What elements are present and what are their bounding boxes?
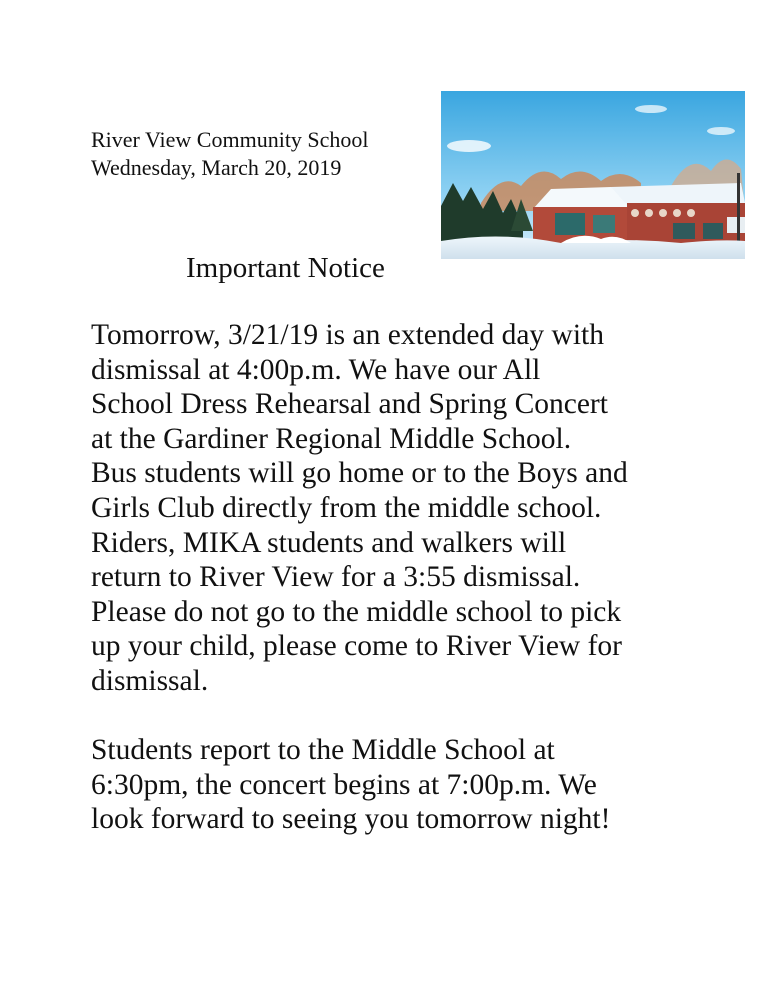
paragraph-concert-times [91, 733, 711, 837]
text-line: up your child, please come to River View for [91, 630, 622, 663]
text-line: Girls Club directly from the middle school. [91, 491, 602, 524]
text-line: School Dress Rehearsal and Spring Concert [91, 388, 608, 421]
notice-title: Important Notice [186, 252, 385, 284]
paragraph-spacer [91, 699, 711, 734]
letter-header [91, 126, 369, 182]
text-line: return to River View for a 3:55 dismissal. [91, 561, 581, 594]
school-name: River View Community School [91, 127, 369, 152]
notice-date: Wednesday, March 20, 2019 [91, 155, 342, 180]
text-line: 6:30pm, the concert begins at 7:00p.m. We [91, 768, 597, 801]
text-line: at the Gardiner Regional Middle School. [91, 422, 572, 455]
text-line: dismissal at 4:00p.m. We have our All [91, 353, 541, 386]
text-line: look forward to seeing you tomorrow night! [91, 803, 611, 836]
paragraph-extended-day [91, 318, 711, 699]
text-line: Students report to the Middle School at [91, 734, 555, 767]
text-line: Bus students will go home or to the Boys and [91, 457, 628, 490]
text-line: dismissal. [91, 664, 209, 697]
text-line: Tomorrow, 3/21/19 is an extended day with [91, 319, 604, 351]
notice-body [91, 318, 711, 837]
school-building-photo [441, 91, 745, 259]
text-line: Riders, MIKA students and walkers will [91, 526, 567, 559]
text-line: Please do not go to the middle school to pick [91, 595, 622, 628]
